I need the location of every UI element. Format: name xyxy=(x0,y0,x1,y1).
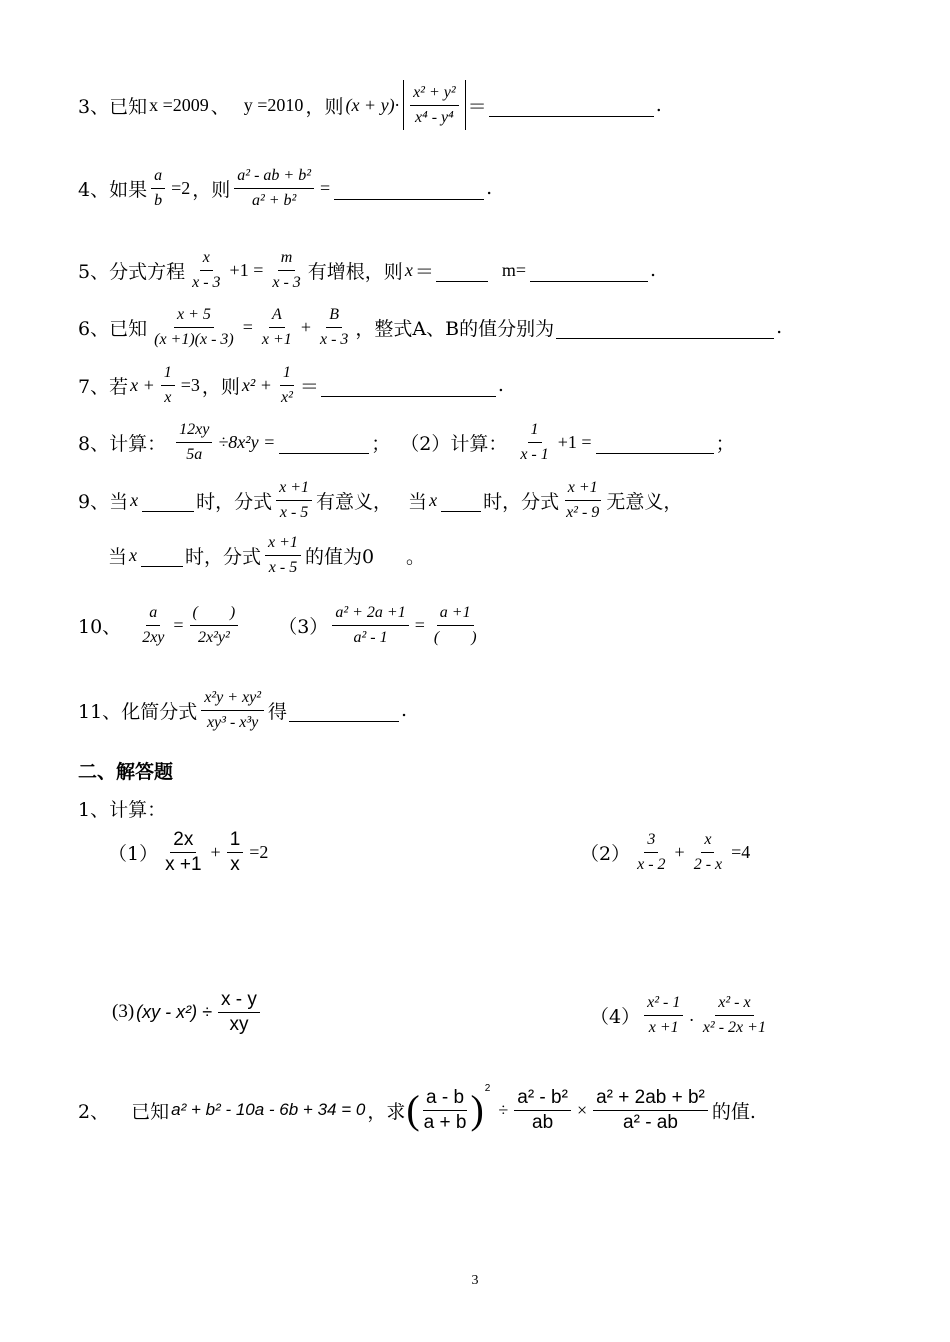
numerator: x² - 1 xyxy=(644,993,683,1016)
period: . xyxy=(401,699,408,721)
denominator: x +1 xyxy=(648,1018,679,1036)
numerator: 1 xyxy=(528,420,542,443)
fraction xyxy=(644,993,683,1038)
problem-text: 有增根，则 xyxy=(307,260,403,283)
equals-sign: ＝ xyxy=(299,375,319,398)
problem-number: 9、 xyxy=(78,490,110,513)
fraction xyxy=(162,830,204,875)
problem-text: 已知 xyxy=(109,317,148,340)
problem-number: 8、 xyxy=(78,432,110,455)
fraction xyxy=(514,1088,571,1133)
period: . xyxy=(655,94,662,116)
left-paren: ( xyxy=(406,1087,420,1132)
problem-3 xyxy=(78,75,662,135)
period: . xyxy=(497,374,504,396)
numerator: 1 xyxy=(227,830,244,853)
denominator: x - 5 xyxy=(268,558,298,576)
fraction xyxy=(691,830,725,875)
denominator: x² - 9 xyxy=(566,503,600,521)
equals-sign: = xyxy=(320,177,331,198)
math-expression: x + xyxy=(130,374,155,395)
problem-5 xyxy=(78,240,656,300)
question-text: ，求 xyxy=(367,1100,406,1123)
given-x: x =2009 xyxy=(149,94,209,115)
numerator: m xyxy=(278,248,296,271)
fraction xyxy=(201,688,264,733)
problem-text: 分式方程 xyxy=(109,260,186,283)
math-expression: +1 = xyxy=(229,259,264,280)
question-text: 已知 xyxy=(131,1100,170,1123)
sub-problem-label: （3） xyxy=(278,615,329,638)
variable-m: m= xyxy=(501,259,526,280)
denominator: x - 3 xyxy=(319,330,349,348)
problem-text: 已知 xyxy=(109,95,148,118)
problem-number: 2、 xyxy=(78,1100,110,1123)
denominator: a² + b² xyxy=(251,191,297,209)
problem-text: ，则 xyxy=(201,375,240,398)
sub-problem-label: （4） xyxy=(590,1005,641,1028)
given-y: y =2010 xyxy=(243,94,304,115)
numerator: 1 xyxy=(161,363,175,386)
semicolon: ； xyxy=(371,432,391,455)
page-number: 3 xyxy=(471,1273,479,1288)
numerator: x +1 xyxy=(265,533,301,556)
fraction xyxy=(410,83,459,128)
numerator-blank[interactable]: ( ) xyxy=(190,603,239,626)
fraction xyxy=(421,1088,470,1133)
plus-sign: + xyxy=(210,841,221,862)
numerator: 12xy xyxy=(176,420,212,443)
fraction xyxy=(563,478,602,523)
answer-blank[interactable] xyxy=(334,177,484,200)
condition-equation: a² + b² - 10a - 6b + 34 = 0 xyxy=(171,1100,366,1119)
problem-number: 10、 xyxy=(78,615,122,638)
fraction xyxy=(234,166,314,211)
problem-7 xyxy=(78,355,504,415)
fraction xyxy=(265,533,301,578)
numerator: x² + y² xyxy=(410,83,459,106)
math-expression: =2 xyxy=(249,841,269,862)
numerator: a² - ab + b² xyxy=(234,166,314,189)
problem-number: 7、 xyxy=(78,375,110,398)
section-heading: 二、解答题 xyxy=(78,761,174,783)
denominator: x xyxy=(230,853,240,875)
problem-text: ，则 xyxy=(192,178,231,201)
denominator: b xyxy=(154,191,163,209)
answer-blank[interactable] xyxy=(142,489,194,512)
numerator: A xyxy=(269,305,285,328)
denominator: x +1 xyxy=(165,853,202,875)
denominator: x - 2 xyxy=(637,855,666,873)
problem-text: 得 xyxy=(268,700,288,723)
denominator: x² xyxy=(280,388,293,406)
fraction xyxy=(332,603,408,648)
problem-11 xyxy=(78,680,407,740)
numerator: B xyxy=(326,305,342,328)
question-text: 1、计算： xyxy=(78,798,167,821)
problem-6 xyxy=(78,297,782,357)
question-1-part-2 xyxy=(580,822,752,882)
numerator: x +1 xyxy=(565,478,601,501)
denominator-blank[interactable]: ( ) xyxy=(433,628,477,646)
question-1-part-3 xyxy=(112,982,264,1042)
problem-text: 如果 xyxy=(109,178,148,201)
problem-text: 时，分式 xyxy=(185,545,262,568)
denominator: (x +1)(x - 3) xyxy=(154,330,234,348)
numerator: a² + 2ab + b² xyxy=(593,1088,708,1111)
problem-text: 当 xyxy=(408,490,428,513)
numerator: x xyxy=(701,830,714,853)
variable: x xyxy=(130,489,139,510)
abs-bar-left xyxy=(403,80,404,130)
fraction[interactable] xyxy=(190,603,239,648)
question-text: 的值. xyxy=(711,1100,756,1123)
fraction xyxy=(161,363,175,408)
right-paren: ) xyxy=(470,1087,484,1132)
semicolon: ； xyxy=(715,432,735,455)
separator: 、 xyxy=(210,95,230,118)
numerator: x + 5 xyxy=(174,305,214,328)
denominator: x - 5 xyxy=(279,503,309,521)
fraction xyxy=(634,830,668,875)
problem-number: 5、 xyxy=(78,260,110,283)
denominator: x⁴ - y⁴ xyxy=(415,108,454,126)
fraction xyxy=(139,603,167,648)
multiply-dot: . xyxy=(689,1004,694,1025)
answer-blank[interactable] xyxy=(279,431,369,454)
question-1-part-1 xyxy=(108,822,270,882)
math-expression: ÷8x²y = xyxy=(218,431,276,452)
denominator: a² - ab xyxy=(623,1111,678,1133)
math-expression: (xy - x²) ÷ xyxy=(136,1001,213,1022)
denominator: xy xyxy=(229,1013,249,1035)
numerator: a² + 2a +1 xyxy=(332,603,408,626)
denominator: 2x²y² xyxy=(197,628,230,646)
numerator: a - b xyxy=(423,1088,467,1111)
numerator: 1 xyxy=(280,363,294,386)
fraction xyxy=(269,248,303,293)
problem-number: 4、 xyxy=(78,178,110,201)
numerator: a² - b² xyxy=(514,1088,571,1111)
fraction xyxy=(700,993,769,1038)
answer-blank[interactable] xyxy=(530,259,648,282)
denominator: x² - 2x +1 xyxy=(702,1018,766,1036)
denominator: x xyxy=(164,388,172,406)
question-1-part-4 xyxy=(590,985,773,1045)
fraction xyxy=(276,478,312,523)
numerator: 2x xyxy=(170,830,196,853)
denominator: x +1 xyxy=(261,330,292,348)
math-expression: (x + y)· xyxy=(345,94,400,115)
variable: x xyxy=(129,544,138,565)
sub-problem-label: (3) xyxy=(112,1001,135,1022)
problem-text: 时，分式 xyxy=(483,490,560,513)
problem-9-continued xyxy=(108,525,425,585)
fraction xyxy=(189,248,223,293)
answer-blank[interactable] xyxy=(289,699,399,722)
answer-blank[interactable] xyxy=(556,316,774,339)
numerator: x - y xyxy=(218,990,260,1013)
problem-number: 6、 xyxy=(78,317,110,340)
equals-sign: = xyxy=(173,614,184,635)
equals-sign: ＝ xyxy=(467,95,487,118)
fraction xyxy=(517,420,551,465)
fraction xyxy=(176,420,212,465)
numerator: a xyxy=(151,166,165,189)
problem-text: 化简分式 xyxy=(121,700,198,723)
abs-bar-right xyxy=(465,80,466,130)
problem-text: ，则 xyxy=(305,95,344,118)
numerator: x²y + xy² xyxy=(201,688,264,711)
answer-blank[interactable] xyxy=(489,94,654,117)
exponent: 2 xyxy=(484,1083,491,1094)
problem-number: 11、 xyxy=(78,700,122,723)
math-expression: =4 xyxy=(731,841,751,862)
period: . xyxy=(486,177,493,199)
math-expression: =3 xyxy=(180,374,200,395)
math-expression: =2 xyxy=(171,177,191,198)
numerator: x² - x xyxy=(715,993,753,1016)
denominator: a + b xyxy=(423,1111,467,1133)
answer-blank[interactable] xyxy=(436,259,488,282)
fraction xyxy=(218,990,260,1035)
problem-text: 的值为0 xyxy=(304,545,375,568)
denominator: x - 1 xyxy=(520,445,549,463)
problem-10 xyxy=(78,595,484,655)
math-expression: +1 = xyxy=(557,431,592,452)
problem-text: 若 xyxy=(109,375,129,398)
numerator: x xyxy=(200,248,213,271)
answer-blank[interactable] xyxy=(321,374,496,397)
problem-8 xyxy=(78,412,735,472)
equals-sign: = xyxy=(242,316,253,337)
math-expression: x² + xyxy=(241,374,272,395)
sub-problem-label: （2）计算： xyxy=(400,432,508,455)
denominator: 2xy xyxy=(142,628,165,646)
numerator: a xyxy=(146,603,160,626)
denominator: x - 3 xyxy=(272,273,301,291)
answer-blank[interactable] xyxy=(441,489,481,512)
plus-sign: + xyxy=(300,316,311,337)
problem-text: 无意义， xyxy=(606,490,683,513)
numerator: a +1 xyxy=(437,603,474,626)
answer-blank[interactable] xyxy=(596,431,714,454)
sub-problem-label: （2） xyxy=(580,842,631,865)
fraction xyxy=(259,305,295,350)
fraction xyxy=(593,1088,708,1133)
fraction[interactable] xyxy=(431,603,480,648)
denominator: a² - 1 xyxy=(353,628,388,646)
problem-text: 有意义， xyxy=(316,490,393,513)
sub-problem-label: （1） xyxy=(108,842,159,865)
plus-sign: + xyxy=(674,841,685,862)
problem-9 xyxy=(78,470,682,530)
divide-sign: ÷ xyxy=(498,1099,509,1120)
problem-text: 当 xyxy=(108,545,128,568)
numerator: x +1 xyxy=(276,478,312,501)
denominator: x - 3 xyxy=(192,273,221,291)
period: . xyxy=(649,259,657,281)
times-sign: × xyxy=(576,1099,588,1120)
problem-text: 时，分式 xyxy=(196,490,273,513)
denominator: xy³ - x³y xyxy=(206,713,259,731)
period: . xyxy=(776,316,783,338)
fraction xyxy=(317,305,351,350)
fraction xyxy=(151,166,165,211)
denominator: 2 - x xyxy=(693,855,723,873)
problem-text: 当 xyxy=(109,490,129,513)
question-2 xyxy=(78,1075,756,1145)
numerator: 3 xyxy=(644,830,658,853)
denominator: ab xyxy=(532,1111,554,1133)
denominator: 5a xyxy=(186,445,203,463)
equals-sign: = xyxy=(414,614,425,635)
problem-text: 计算： xyxy=(109,432,167,455)
variable: x xyxy=(404,259,413,280)
answer-blank[interactable] xyxy=(141,544,183,567)
period: 。 xyxy=(406,545,426,568)
fraction xyxy=(227,830,244,875)
variable: x xyxy=(429,489,438,510)
fraction xyxy=(151,305,237,350)
fraction xyxy=(278,363,296,408)
problem-number: 3、 xyxy=(78,95,110,118)
problem-4 xyxy=(78,158,492,218)
equals-sign: ＝ xyxy=(414,260,434,283)
problem-text: ，整式A、B的值分别为 xyxy=(355,317,555,340)
